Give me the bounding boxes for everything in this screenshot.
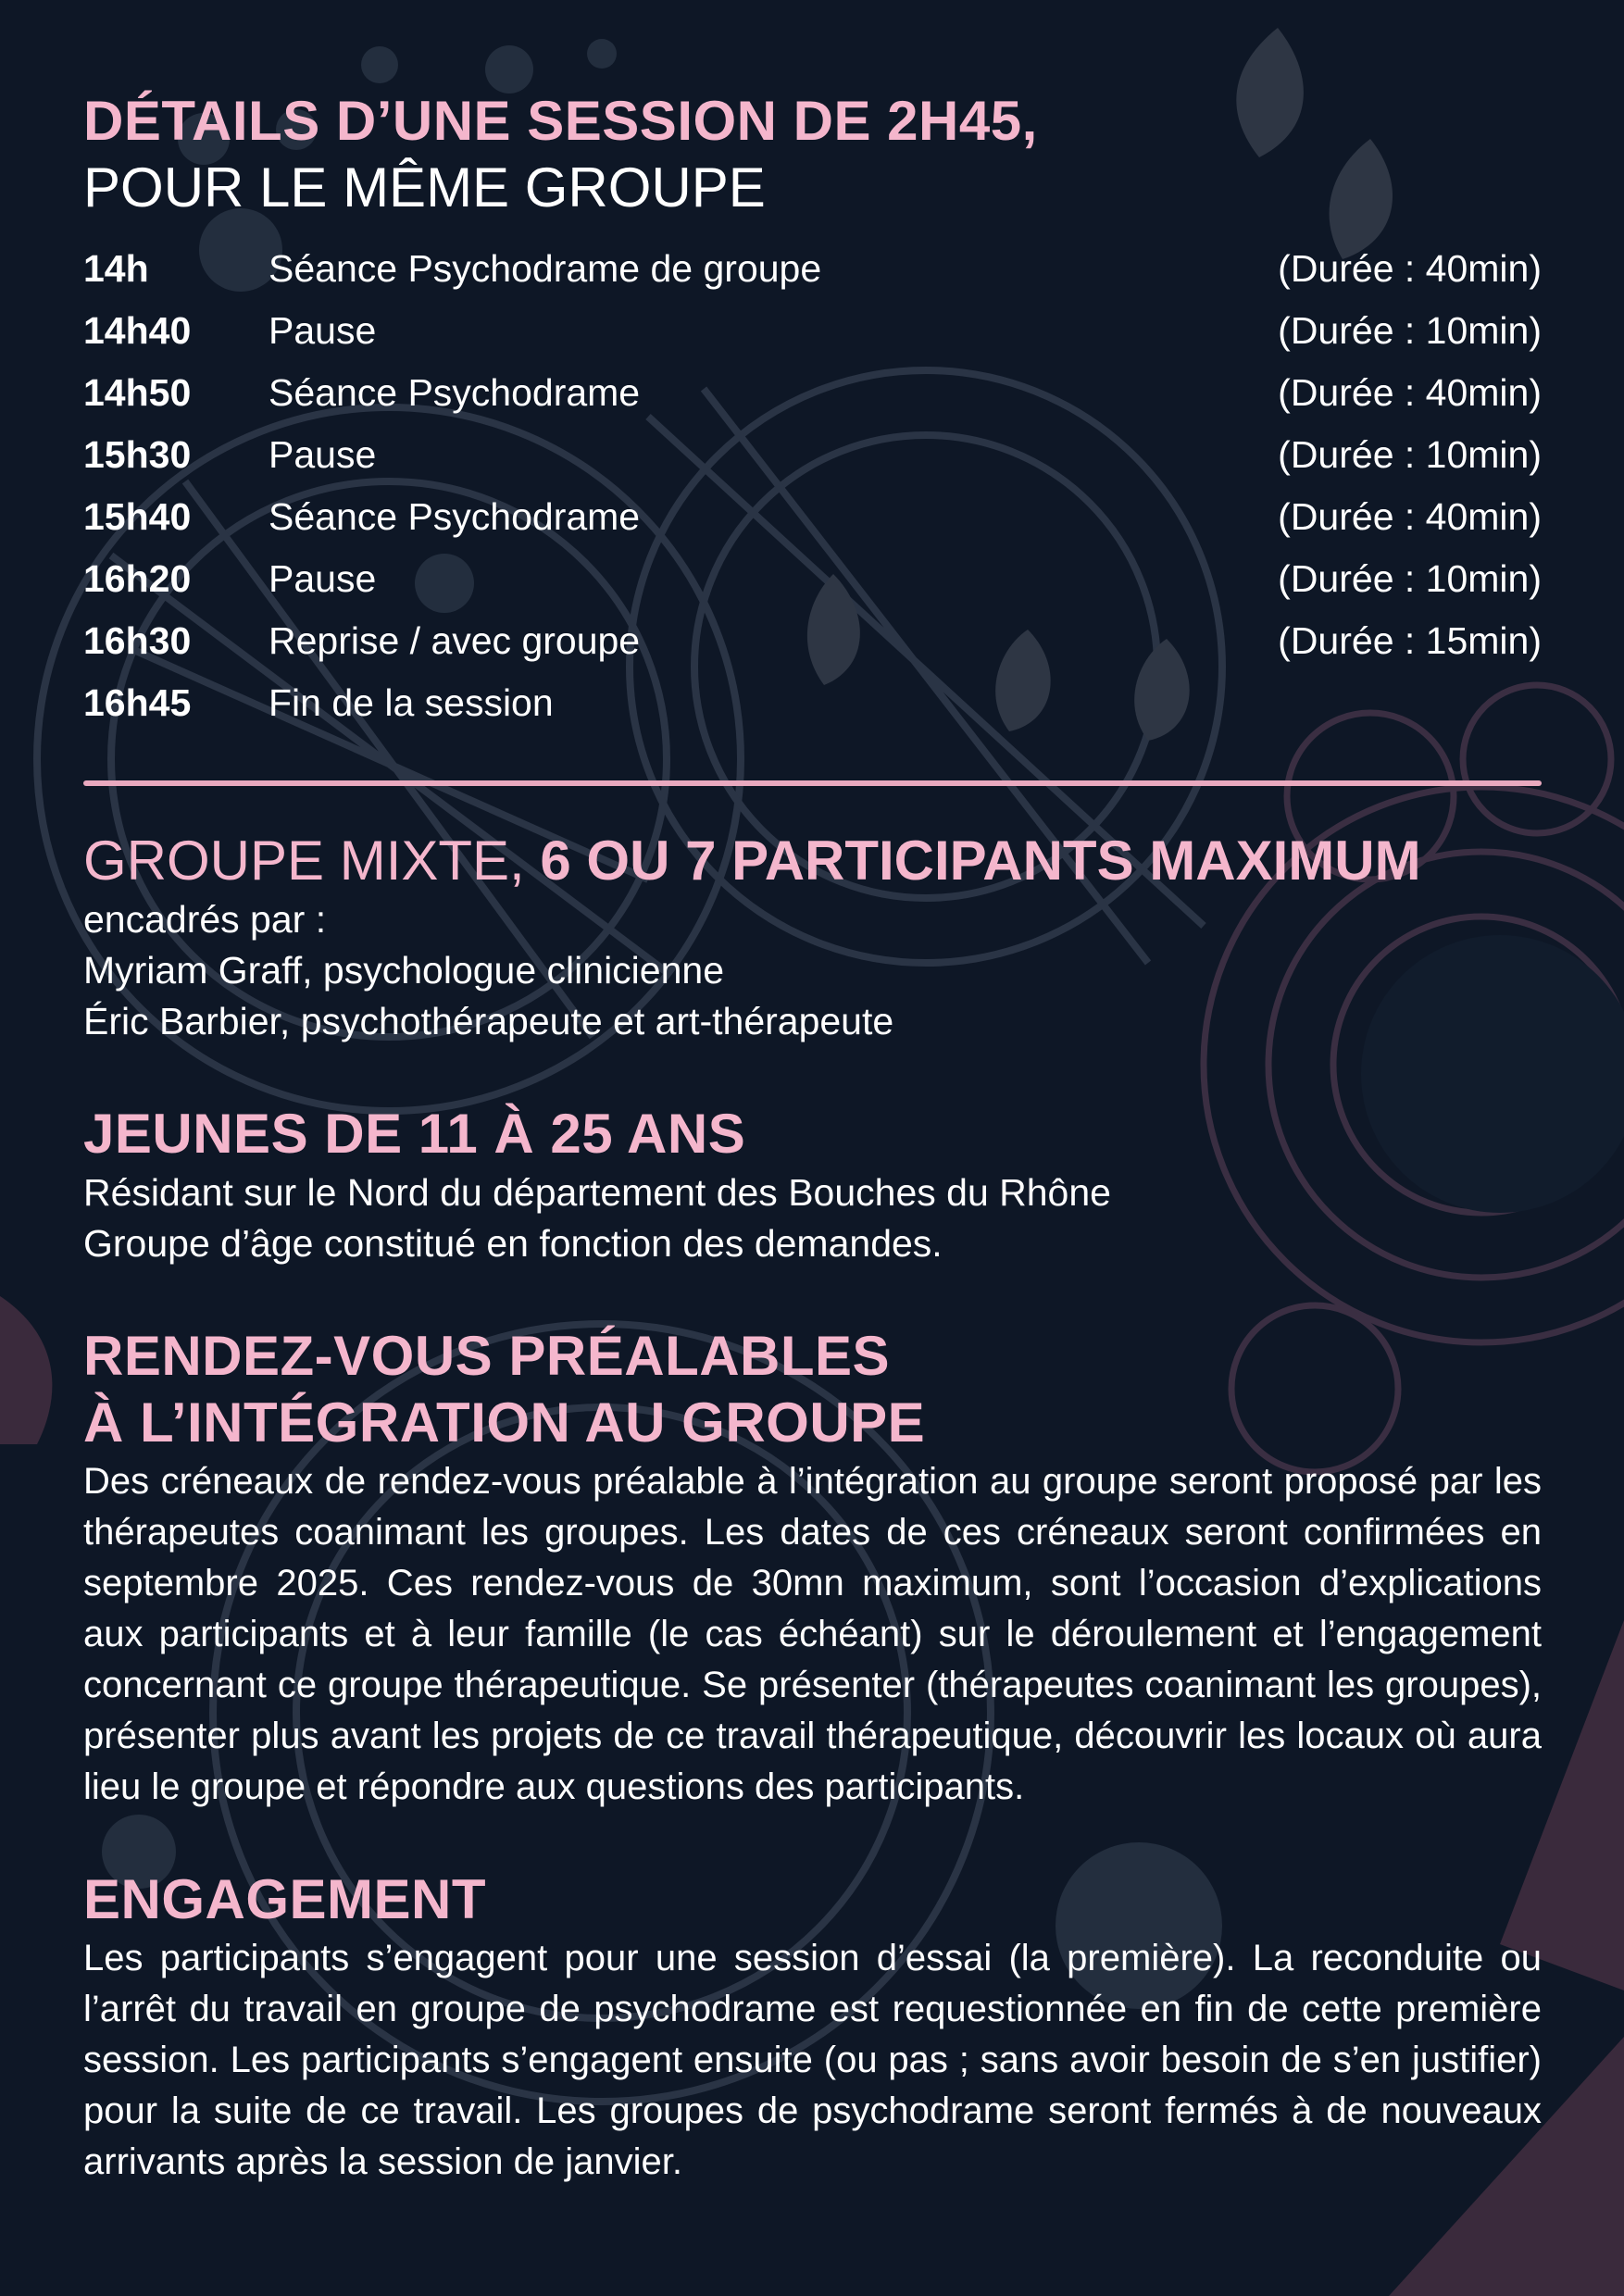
- schedule-row: [83, 238, 1542, 300]
- schedule-label: Séance Psychodrame de groupe: [269, 247, 822, 290]
- youth-title: JEUNES DE 11 À 25 ANS: [83, 1103, 746, 1165]
- schedule-time: 16h30: [83, 619, 192, 662]
- schedule-label: Fin de la session: [269, 681, 554, 724]
- schedule-duration: (Durée : 10min): [1278, 433, 1542, 476]
- engagement-title: ENGAGEMENT: [83, 1868, 487, 1930]
- schedule-row: [83, 300, 1542, 362]
- schedule-duration: (Durée : 40min): [1278, 371, 1542, 414]
- youth-line: Groupe d’âge constitué en fonction des demandes.: [83, 1222, 943, 1265]
- session-subtitle: POUR LE MÊME GROUPE: [83, 156, 766, 218]
- schedule-label: Séance Psychodrame: [269, 371, 641, 414]
- youth-line: Résidant sur le Nord du département des Bouches du Rhône: [83, 1171, 1111, 1214]
- appointments-text: Des créneaux de rendez-vous préalable à l’intégration au groupe seront proposé par les thérapeutes coanimant les groupes. Les dates de ces créneaux seront confirmées en septembre 2025. Ces rendez-vous de 30mn maximum, sont l’occasion d’explications aux participants et à leur famille (le cas échéant) sur le déroulement et l’engagement concernant ce groupe thérapeutique. Se présenter (thérapeutes coanimant les groupes), présenter plus avant les projets de ce travail thérapeutique, découvrir les locaux où aura lieu le groupe et répondre aux questions des participants.: [83, 1461, 1542, 1807]
- schedule-row: [83, 610, 1542, 672]
- schedule-time: 14h50: [83, 371, 192, 414]
- schedule-duration: (Durée : 15min): [1278, 619, 1542, 662]
- schedule-row: [83, 424, 1542, 486]
- schedule-row: [83, 672, 1542, 734]
- appointments-title-line1: RENDEZ-VOUS PRÉALABLES: [83, 1325, 891, 1387]
- schedule-time: 15h30: [83, 433, 192, 476]
- group-title-light: GROUPE MIXTE,: [83, 830, 541, 892]
- youth-section: [83, 1101, 1542, 1269]
- session-title: DÉTAILS D’UNE SESSION DE 2H45,: [83, 90, 1038, 152]
- group-line: Éric Barbier, psychothérapeute et art-thérapeute: [83, 1000, 894, 1042]
- schedule-time: 15h40: [83, 495, 192, 538]
- schedule-label: Séance Psychodrame: [269, 495, 641, 538]
- schedule-row: [83, 362, 1542, 424]
- schedule-list: [83, 238, 1542, 734]
- schedule-label: Pause: [269, 433, 377, 476]
- document-content: [83, 88, 1542, 2188]
- group-line: encadrés par :: [83, 898, 327, 941]
- schedule-time: 16h45: [83, 681, 192, 724]
- schedule-label: Pause: [269, 309, 377, 352]
- engagement-section: [83, 1866, 1542, 2188]
- schedule-time: 14h: [83, 247, 149, 290]
- appointments-title-line2: À L’INTÉGRATION AU GROUPE: [83, 1391, 926, 1454]
- schedule-time: 16h20: [83, 557, 192, 600]
- schedule-duration: (Durée : 10min): [1278, 557, 1542, 600]
- schedule-label: Pause: [269, 557, 377, 600]
- appointments-section: [83, 1323, 1542, 1813]
- schedule-row: [83, 548, 1542, 610]
- schedule-label: Reprise / avec groupe: [269, 619, 641, 662]
- section-divider: [83, 780, 1542, 786]
- schedule-duration: (Durée : 40min): [1278, 247, 1542, 290]
- schedule-row: [83, 486, 1542, 548]
- group-title: [83, 828, 1542, 894]
- group-title-bold: 6 OU 7 PARTICIPANTS MAXIMUM: [540, 830, 1421, 892]
- schedule-time: 14h40: [83, 309, 192, 352]
- engagement-text: Les participants s’engagent pour une session d’essai (la première). La reconduite ou l’arrêt du travail en groupe de psychodrame est requestionnée en fin de cette première session. Les participants s’engagent ensuite (ou pas ; sans avoir besoin de s’en justifier) pour la suite de ce travail. Les groupes de psychodrame seront fermés à de nouveaux arrivants après la session de janvier.: [83, 1938, 1542, 2182]
- group-line: Myriam Graff, psychologue clinicienne: [83, 949, 724, 992]
- schedule-duration: (Durée : 40min): [1278, 495, 1542, 538]
- schedule-duration: (Durée : 10min): [1278, 309, 1542, 352]
